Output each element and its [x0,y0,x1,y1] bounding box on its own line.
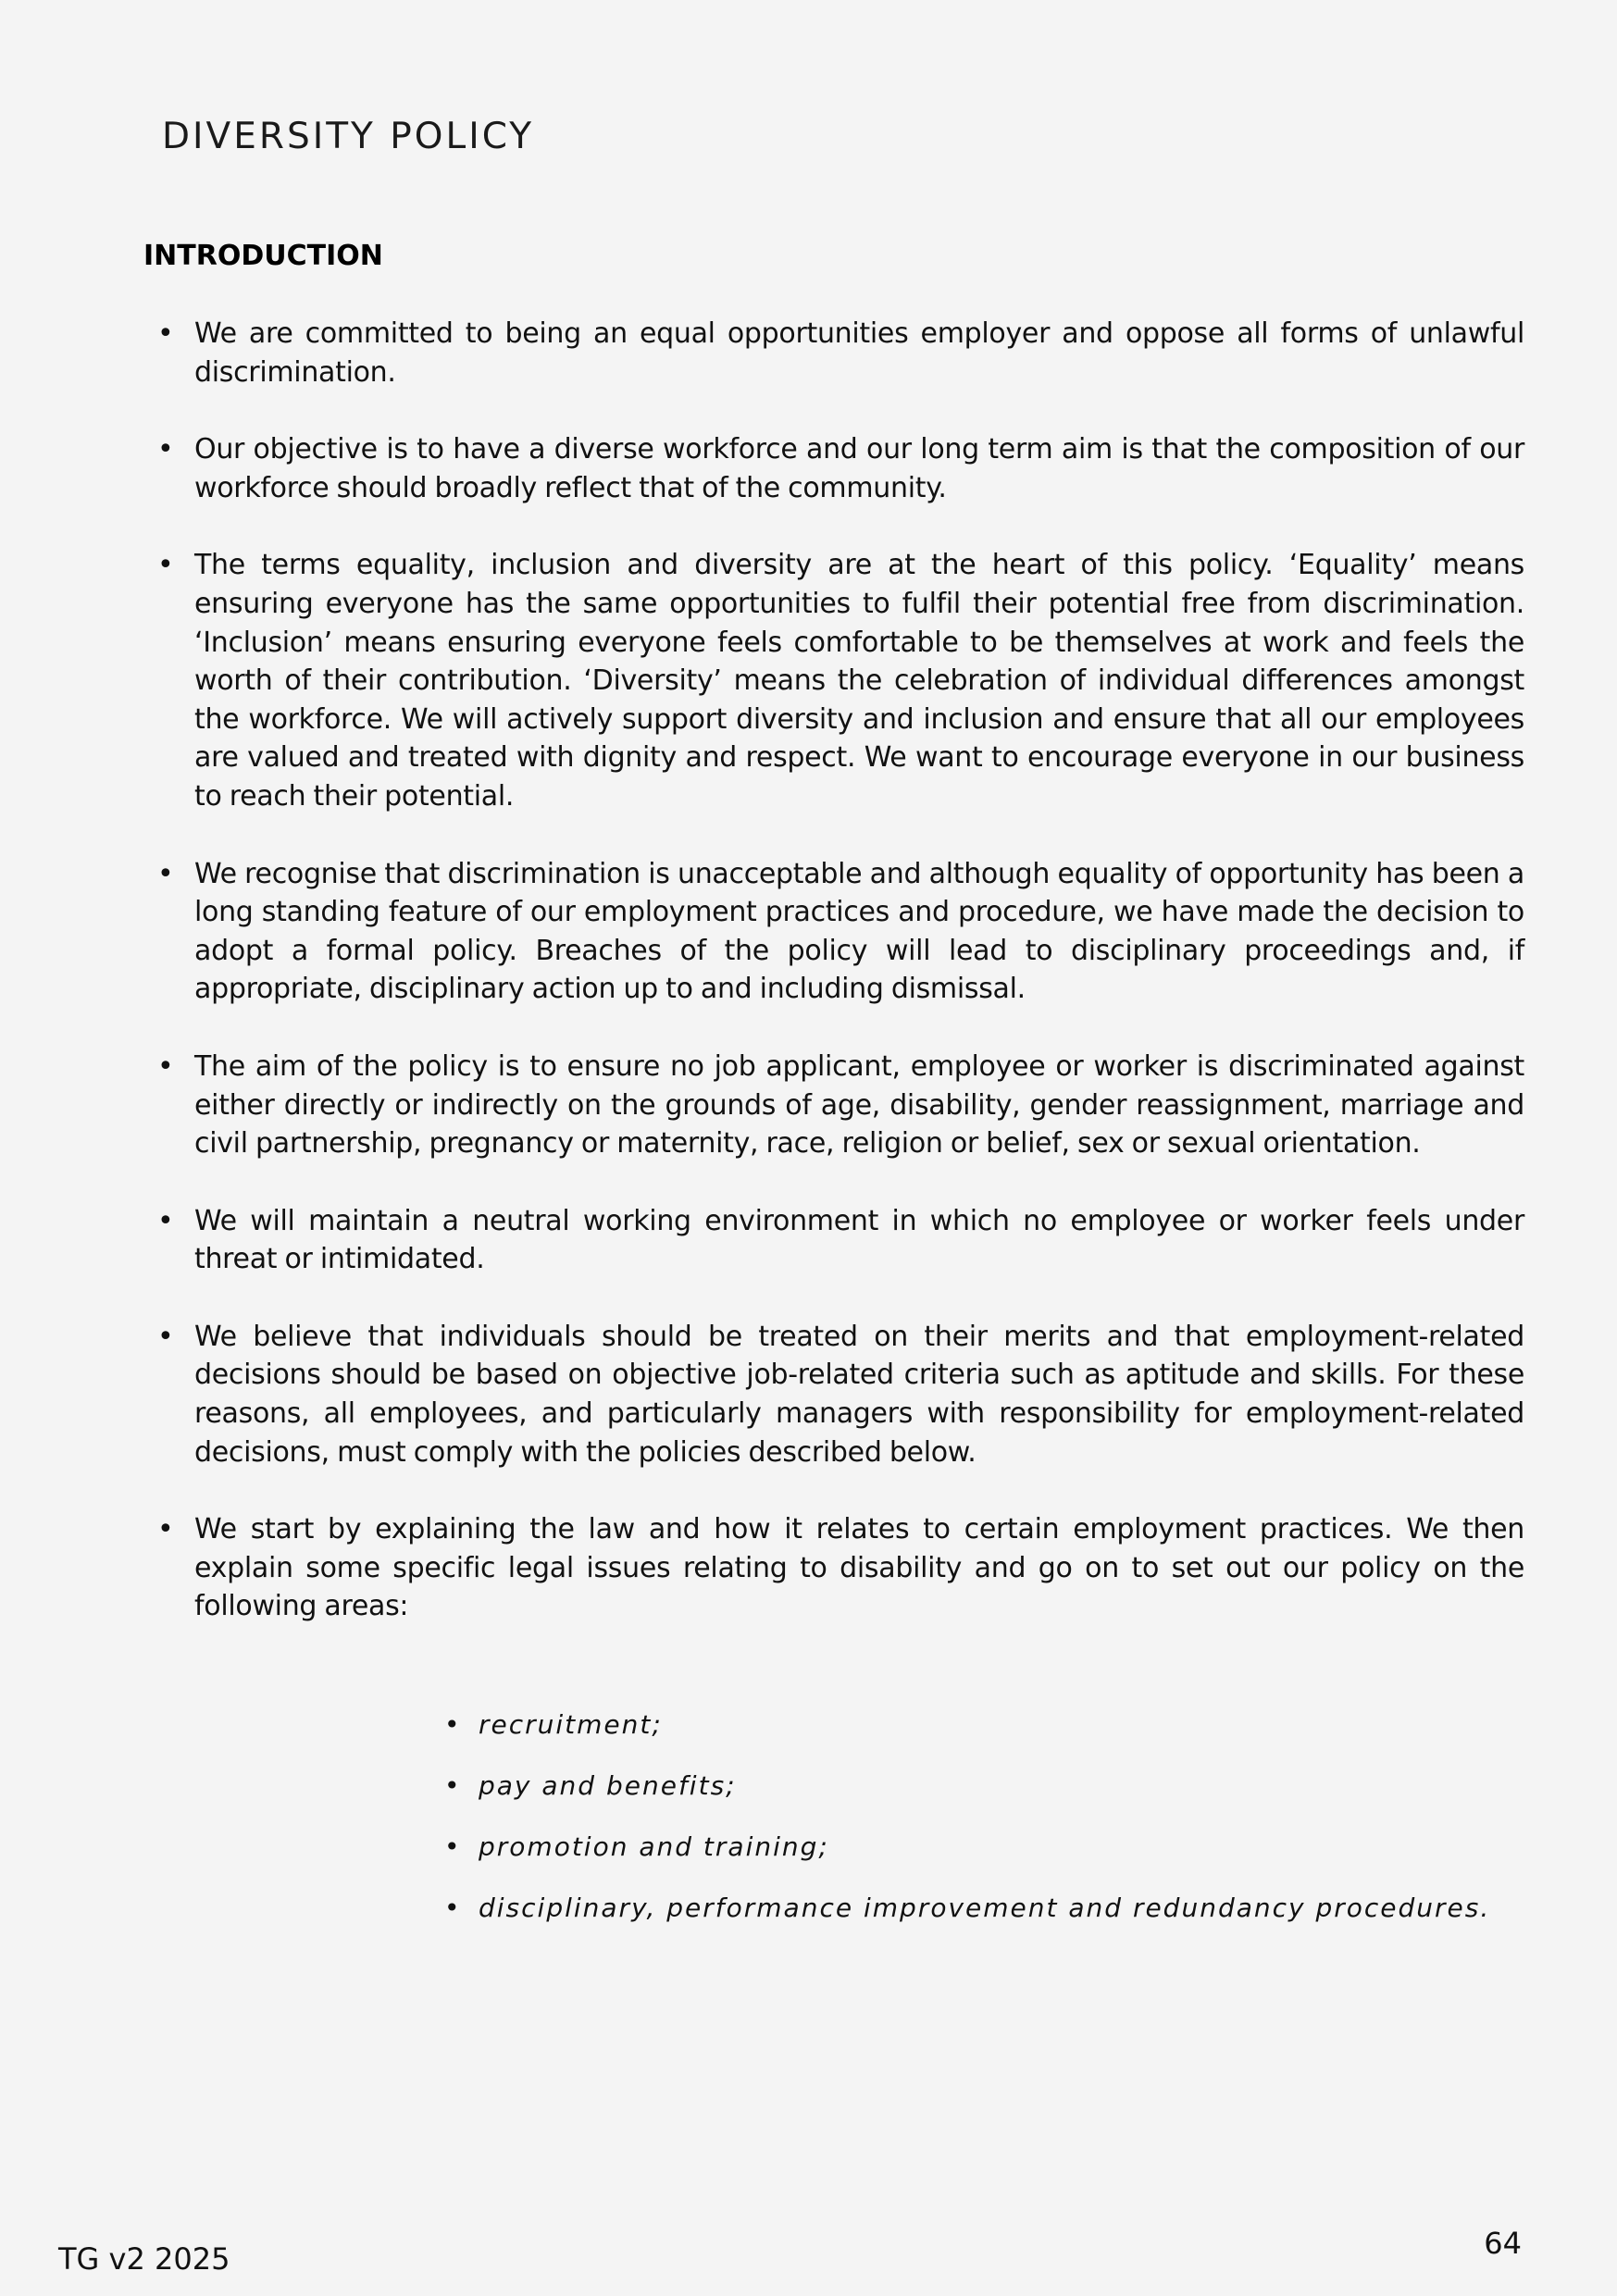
policy-area-text: pay and benefits; [479,1770,737,1801]
section-heading-introduction: INTRODUCTION [143,240,383,272]
page-title: DIVERSITY POLICY [162,116,535,157]
policy-area-item [435,1829,1490,1866]
list-item-text: We are committed to being an equal opportunities employer and oppose all forms of unlawful discrimination. [194,317,1524,389]
list-item [148,1048,1524,1163]
list-item-text: Our objective is to have a diverse workforce and our long term aim is that the composition of our workforce should broadly reflect that of the community. [194,433,1524,504]
list-item [148,855,1524,1009]
bullet-icon: • [444,1770,462,1801]
list-item-text: We believe that individuals should be treated on their merits and that employment-related decisions should be based on objective job-related criteria such as aptitude and skills. For these reasons, all employees, and particularly managers with responsibility for employment-related decisions, must comply with the policies described below. [194,1320,1524,1469]
bullet-icon: • [157,857,174,890]
bullet-icon: • [157,317,174,350]
list-item [148,546,1524,815]
bullet-icon: • [157,549,174,582]
bullet-icon: • [157,1204,174,1237]
policy-areas-list [435,1706,1490,1951]
bullet-icon: • [444,1831,462,1862]
list-item [148,430,1524,507]
list-item-text: We recognise that discrimination is unacceptable and although equality of opportunity has been a long standing feature of our employment practices and procedure, we have made the decision to adopt a formal policy. Breaches of the policy will lead to disciplinary proceedings and, if appropriate, disciplinary action up to and including dismissal. [194,857,1524,1006]
policy-area-item [435,1890,1490,1927]
list-item-text: The terms equality, inclusion and diversity are at the heart of this policy. ‘Equality’ means ensuring everyone has the same opportunities to fulfil their potential free from discrimination. ‘Inclusion’ means ensuring everyone feels comfortable to be themselves at work and feels the worth of their contribution. ‘Diversity’ means the celebration of individual differences amongst the workforce. We will actively support diversity and inclusion and ensure that all our employees are valued and treated with dignity and respect. We want to encourage everyone in our business to reach their potential. [194,549,1524,813]
bullet-icon: • [157,433,174,466]
policy-area-text: recruitment; [479,1709,663,1740]
page-number: 64 [1484,2226,1522,2261]
bullet-icon: • [157,1320,174,1353]
policy-area-text: promotion and training; [479,1831,829,1862]
list-item-text: We will maintain a neutral working environment in which no employee or worker feels under threat or intimidated. [194,1204,1524,1276]
list-item-text: The aim of the policy is to ensure no job applicant, employee or worker is discriminated against either directly or indirectly on the grounds of age, disability, gender reassignment, marriage and civil partnership, pregnancy or maternity, race, religion or belief, sex or sexual orientation. [194,1049,1524,1160]
list-item [148,1318,1524,1471]
bullet-icon: • [444,1893,462,1923]
list-item [148,315,1524,391]
list-item [148,1202,1524,1279]
bullet-icon: • [157,1513,174,1546]
bullet-icon: • [157,1049,174,1083]
policy-area-item [435,1768,1490,1805]
list-item [148,1510,1524,1626]
bullet-icon: • [444,1709,462,1740]
policy-area-text: disciplinary, performance improvement and redundancy procedures. [479,1893,1491,1923]
policy-area-item [435,1706,1490,1744]
introduction-list [148,315,1524,1665]
list-item-text: We start by explaining the law and how it relates to certain employment practices. We then explain some specific legal issues relating to disability and go on to set out our policy on the following areas: [194,1513,1524,1623]
footer-version: TG v2 2025 [58,2241,230,2277]
